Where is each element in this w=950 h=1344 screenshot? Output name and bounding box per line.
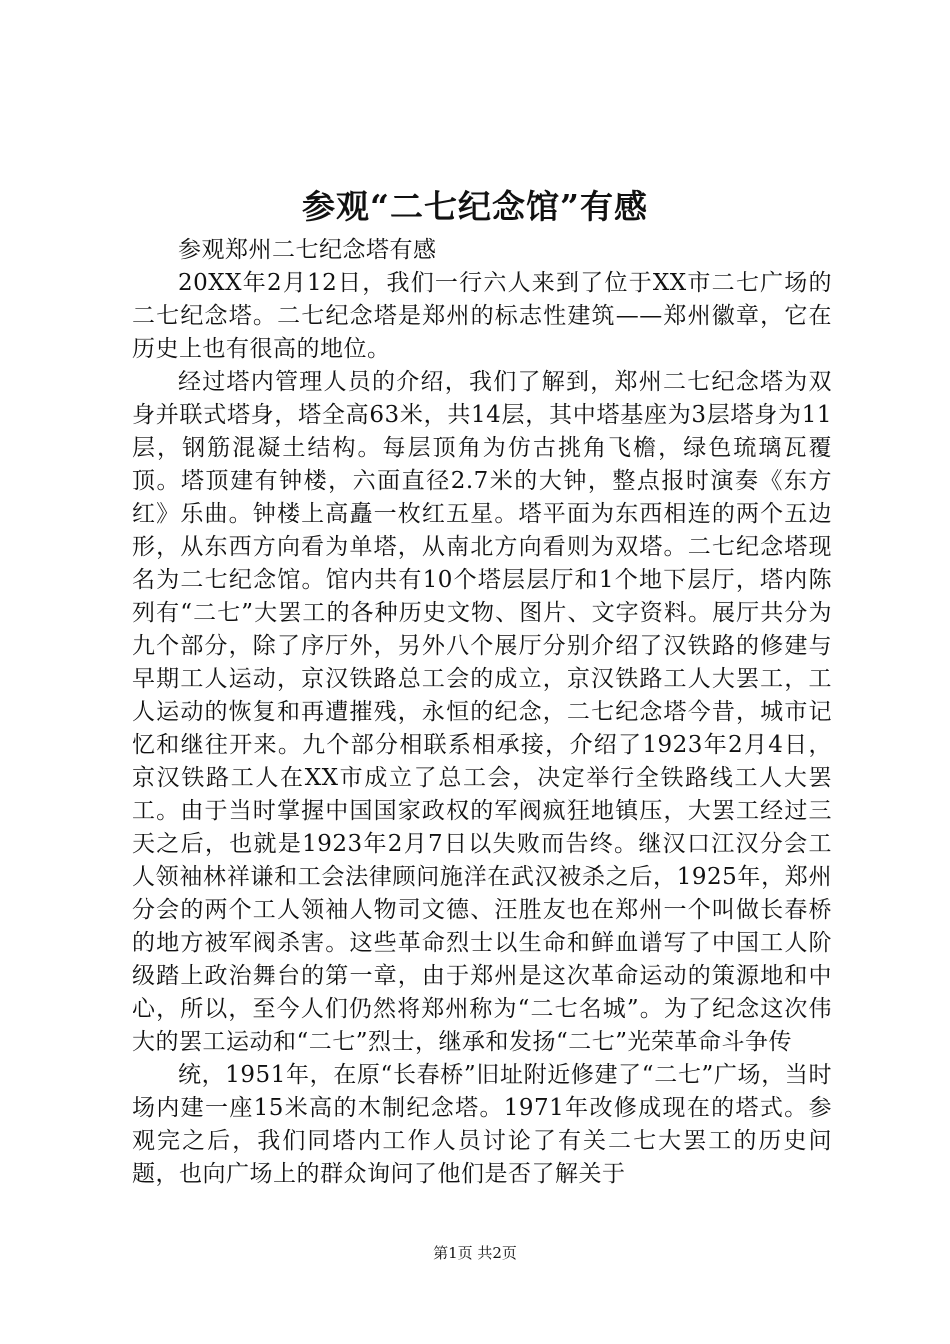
body-paragraph: 统，1951年，在原“长春桥”旧址附近修建了“二七”广场，当时场内建一座15米高的木制纪念塔。1971年改修成现在的塔式。参观完之后，我们同塔内工作人员讨论了有关二七大罢工的历史问题，也向广场上的群众询问了他们是否了解关于 bbox=[132, 1062, 832, 1187]
body-paragraph: 参观郑州二七纪念塔有感 bbox=[178, 237, 437, 263]
body-paragraph: 20XX年2月12日，我们一行六人来到了位于XX市二七广场的二七纪念塔。二七纪念塔是郑州的标志性建筑——郑州徽章，它在历史上也有很高的地位。 bbox=[132, 270, 832, 362]
document-title: 参观“二七纪念馆”有感 bbox=[302, 187, 648, 226]
page-footer: 第1页 共2页 bbox=[433, 1244, 517, 1262]
body-paragraph: 经过塔内管理人员的介绍，我们了解到，郑州二七纪念塔为双身并联式塔身，塔全高63米，共14层，其中塔基座为3层塔身为11层，钢筋混凝土结构。每层顶角为仿古挑角飞檐，绿色琉璃瓦覆顶。塔顶建有钟楼，六面直径2.7米的大钟，整点报时演奏《东方红》乐曲。钟楼上高矗一枚红五星。塔平面为东西相连的两个五边形，从东西方向看为单塔，从南北方向看则为双塔。二七纪念塔现名为二七纪念馆。馆内共有10个塔层层厅和1个地下层厅，塔内陈列有“二七”大罢工的各种历史文物、图片、文字资料。展厅共分为九个部分，除了序厅外，另外八个展厅分别介绍了汉铁路的修建与早期工人运动，京汉铁路总工会的成立，京汉铁路工人大罢工，工人运动的恢复和再遭摧残，永恒的纪念，二七纪念塔今昔，城市记忆和继往开来。九个部分相联系相承接，介绍了1923年2月4日，京汉铁路工人在XX市成立了总工会，决定举行全铁路线工人大罢工。由于当时掌握中国国家政权的军阀疯狂地镇压，大罢工经过三天之后，也就是1923年2月7日以失败而告终。继汉口江汉分会工人领袖林祥谦和工会法律顾问施洋在武汉被杀之后，1925年，郑州分会的两个工人领袖人物司文德、汪胜友也在郑州一个叫做长春桥的地方被军阀杀害。这些革命烈士以生命和鲜血谱写了中国工人阶级踏上政治舞台的第一章，由于郑州是这次革命运动的策源地和中心，所以，至今人们仍然将郑州称为“二七名城”。为了纪念这次伟大的罢工运动和“二七”烈士，继承和发扬“二七”光荣革命斗争传 bbox=[132, 369, 832, 1055]
document-body bbox=[132, 234, 832, 1191]
